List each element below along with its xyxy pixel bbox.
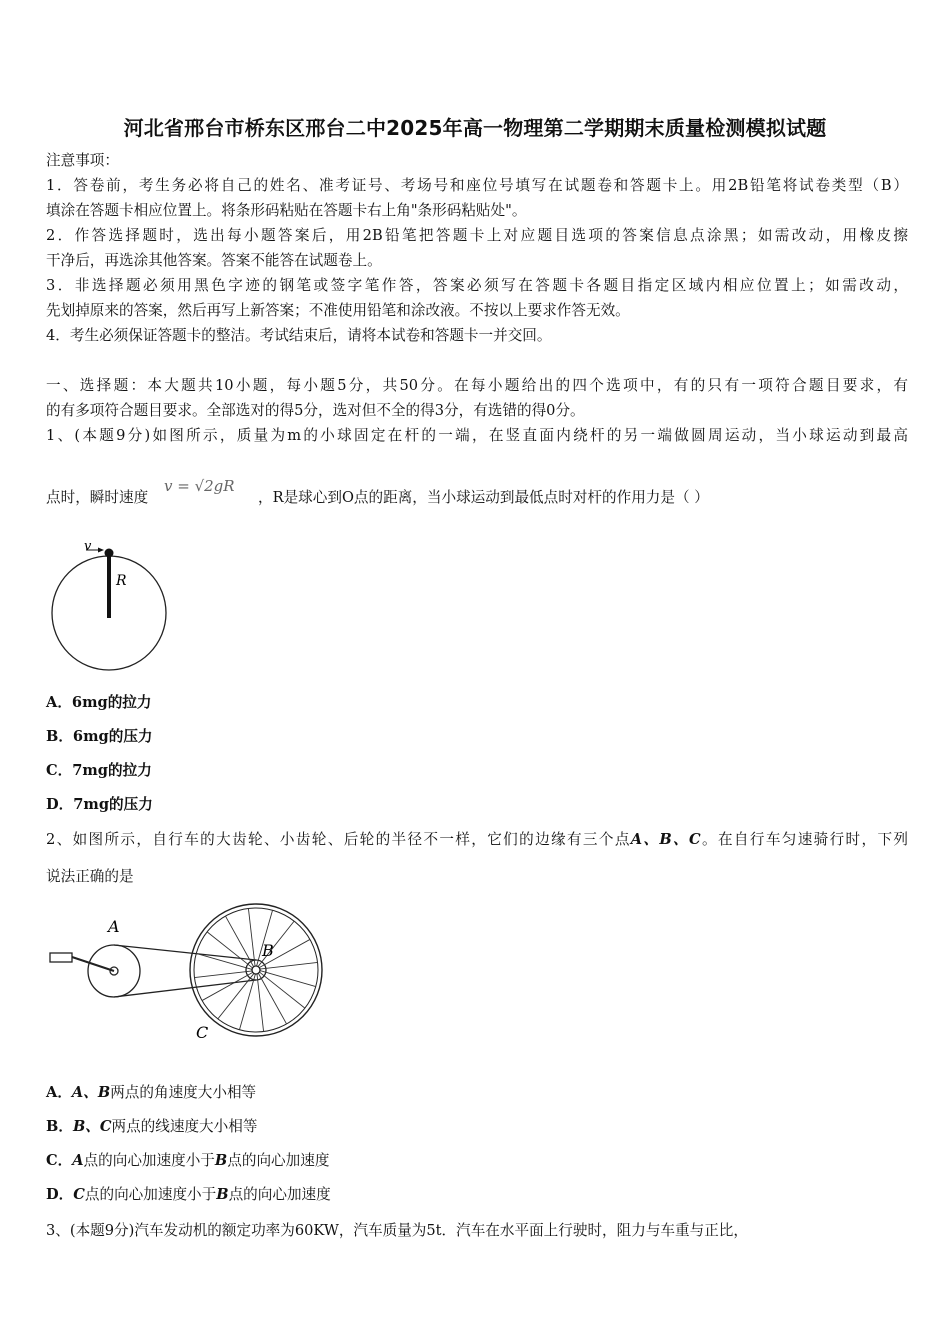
q2-pedal <box>50 953 72 962</box>
q1-option-c: C．7mg的拉力 <box>46 762 152 779</box>
q1-line-1: 1、(本题9分)如图所示，质量为m的小球固定在杆的一端，在竖直面内绕杆的另一端做圆周运动，当小球运动到最高 <box>46 427 908 444</box>
notice-line-2: 填涂在答题卡相应位置上。将条形码粘贴在答题卡右上角"条形码粘贴处"。 <box>46 202 527 219</box>
q1-option-d: D．7mg的压力 <box>46 796 153 813</box>
q2-spoke <box>207 932 252 968</box>
notice-line-7: 4．考生必须保证答题卡的整洁。考试结束后，请将本试卷和答题卡一并交回。 <box>46 327 552 344</box>
q2-option-d: D．C点的向心加速度小于B点的向心加速度 <box>46 1186 331 1203</box>
q2-line-1a: 2、如图所示，自行车的大齿轮、小齿轮、后轮的半径不一样，它们的边缘有三个点 <box>46 831 631 848</box>
q2-spoke <box>225 916 253 967</box>
q2-spoke <box>258 973 286 1024</box>
q2-option-c: C．A点的向心加速度小于B点的向心加速度 <box>46 1152 330 1169</box>
notice-line-5: 3．非选择题必须用黑色字迹的钢笔或签字笔作答，答案必须写在答题卡各题目指定区域内相应位置上；如需改动， <box>46 277 908 294</box>
notice-heading: 注意事项： <box>46 152 119 169</box>
q2-option-b: B．B、C两点的线速度大小相等 <box>46 1118 258 1135</box>
q2-spoke <box>260 962 318 969</box>
page-title: 河北省邢台市桥东区邢台二中2025年高一物理第二学期期末质量检测模拟试题 <box>123 116 827 140</box>
q2-line-2: 说法正确的是 <box>46 868 134 885</box>
section-line-1: 一、选择题：本大题共10小题，每小题5分，共50分。在每小题给出的四个选项中，有的只有一项符合题目要求，有 <box>46 377 908 394</box>
q2-spoke <box>202 972 253 1000</box>
q2-crank <box>72 957 114 971</box>
q2-line-1b: 。在自行车匀速骑行时，下列 <box>700 831 908 848</box>
section-line-2: 的有多项符合题目要求。全部选对的得5分，选对但不全的得3分，有选错的得0分。 <box>46 402 585 419</box>
q3-line-1: 3、(本题9分)汽车发动机的额定功率为60KW，汽车质量为5t．汽车在水平面上行驶时，阻力与车重与正比， <box>46 1222 749 1239</box>
q2-bicycle-figure <box>44 898 334 1048</box>
q2-chain-top <box>114 945 256 960</box>
q2-rear-hub <box>252 966 260 974</box>
q1-option-b: B．6mg的压力 <box>46 728 153 745</box>
q1-circle-figure <box>44 536 174 676</box>
q2-spoke <box>194 971 252 978</box>
q2-points: A、B、C <box>630 831 701 848</box>
notice-line-6: 先划掉原来的答案，然后再写上新答案；不准使用铅笔和涂改液。不按以上要求作答无效。 <box>46 302 630 319</box>
q2-spoke <box>259 972 304 1008</box>
q2-spoke <box>257 974 264 1032</box>
notice-line-4: 干净后，再选涂其他答案。答案不能答在试题卷上。 <box>46 252 382 269</box>
notice-line-1: 1．答卷前，考生务必将自己的姓名、准考证号、考场号和座位号填写在试题卷和答题卡上。用2B铅笔将试卷类型（B） <box>46 177 908 194</box>
q2-spoke <box>248 908 255 966</box>
q1-arrowhead <box>98 548 104 553</box>
q1-line-2a: 点时，瞬时速度 <box>46 489 149 506</box>
q2-spoke <box>218 973 254 1018</box>
q2-line-1 <box>46 827 908 852</box>
q2-label-c: C <box>196 1023 209 1042</box>
q1-ball <box>105 549 114 558</box>
q1-option-a: A．6mg的拉力 <box>46 694 152 711</box>
q2-label-b: B <box>262 941 274 960</box>
q1-formula: v = √2gR <box>164 477 235 495</box>
q2-label-a: A <box>108 917 120 936</box>
q2-option-a: A．A、B两点的角速度大小相等 <box>46 1084 257 1101</box>
notice-line-3: 2．作答选择题时，选出每小题答案后，用2B铅笔把答题卡上对应题目选项的答案信息点涂黑；如需改动，用橡皮擦 <box>46 227 908 244</box>
q1-label-v: v <box>84 539 92 554</box>
q1-line-2b: ，R是球心到O点的距离，当小球运动到最低点时对杆的作用力是（ ） <box>258 489 709 506</box>
q1-label-r: R <box>116 573 127 589</box>
